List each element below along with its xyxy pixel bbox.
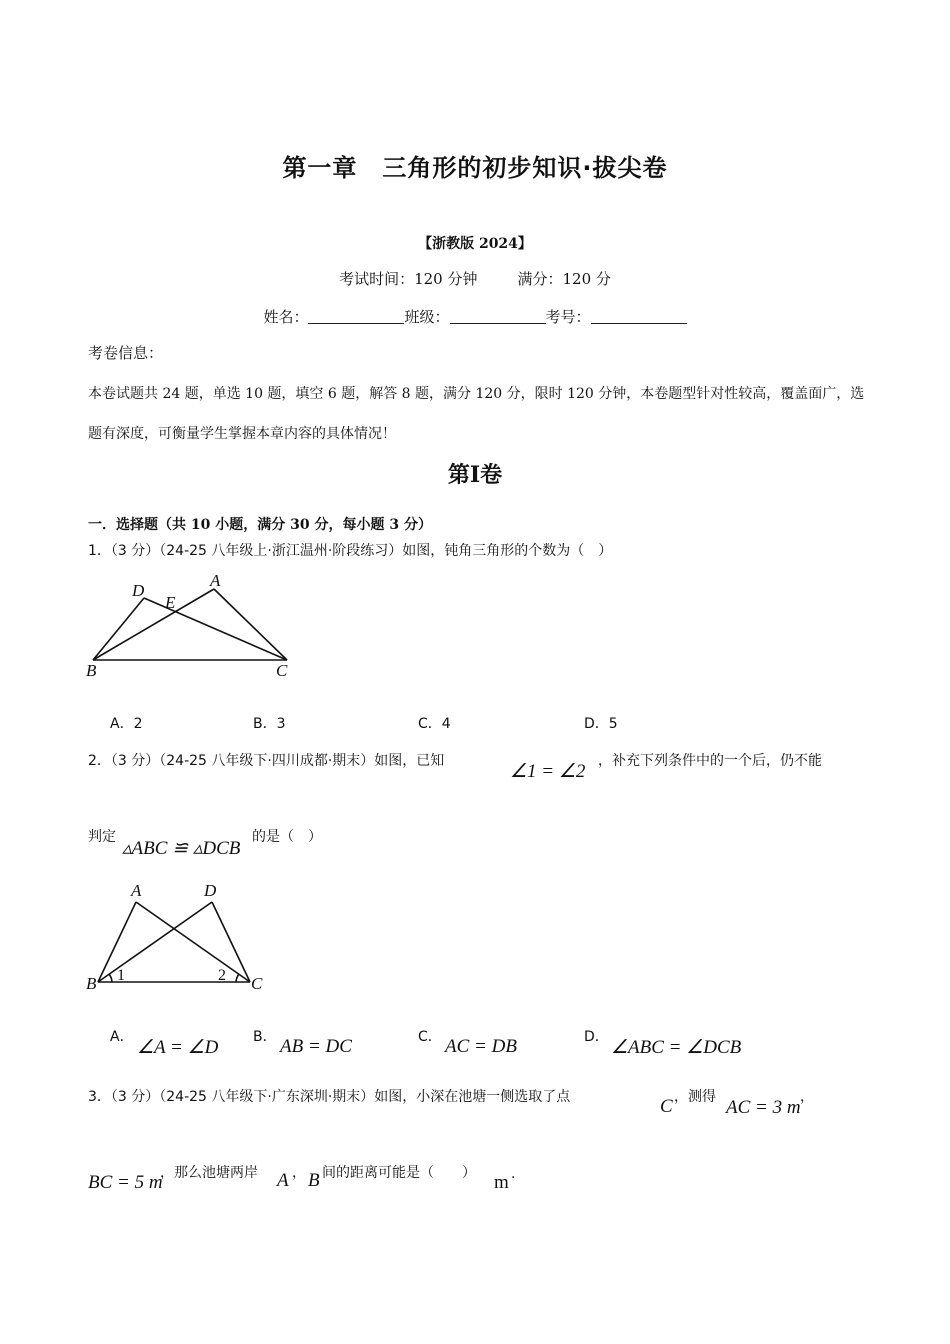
q2-option-b[interactable]: B．: [253, 1029, 277, 1045]
q3-point-b: B: [308, 1170, 320, 1191]
q2-option-c[interactable]: C．: [418, 1029, 442, 1045]
q2-label-a: A: [131, 881, 142, 900]
q1-label-b: B: [86, 661, 97, 680]
question-1-text: 1．（3 分）（24-25 八年级上·浙江温州·阶段练习）如图，钝角三角形的个数为（ ）: [88, 543, 613, 559]
number-label: 考号：: [545, 308, 591, 326]
question-3-text-c: ，那么池塘两岸: [160, 1165, 258, 1181]
q2-segment-ac: [136, 902, 250, 982]
q3-bc-length: BC = 5 m: [88, 1172, 163, 1193]
info-text: 本卷试题共 24 题，单选 10 题，填空 6 题，解答 8 题，满分 120 分，限时 120 分钟，本卷题型针对性较高，覆盖面广，选题有深度，可衡量学生掌握本章内容的具体情况！: [88, 386, 865, 442]
q2-label-b: B: [86, 974, 97, 993]
q1-label-c: C: [276, 661, 288, 680]
q2-option-a[interactable]: A．: [110, 1029, 134, 1045]
q2-label-1: 1: [117, 967, 125, 984]
q1-label-e: E: [165, 593, 176, 612]
q1-option-b[interactable]: B．3: [253, 716, 286, 732]
name-label: 姓名：: [263, 308, 309, 326]
q1-option-a[interactable]: A．2: [110, 716, 143, 732]
q2-option-c-value: AC = DB: [445, 1036, 517, 1057]
q3-comma: ，: [800, 1089, 814, 1105]
question-2-text-a: 2．（3 分）（24-25 八年级下·四川成都·期末）如图，已知: [88, 753, 445, 769]
q2-segment-bd: [98, 902, 212, 982]
q2-label-2: 2: [218, 967, 226, 984]
q3-ac-length: AC = 3 m: [726, 1097, 801, 1118]
q1-label-d: D: [132, 581, 145, 600]
q2-angle-1-arc: [109, 974, 112, 982]
exam-full-score: 满分：120 分: [517, 270, 611, 288]
question-2-text-d: 的是（ ）: [252, 829, 322, 845]
question-3-text-b: ，测得: [674, 1089, 716, 1105]
question-2-text-b: ，补充下列条件中的一个后，仍不能: [598, 753, 822, 769]
info-label: 考卷信息：: [88, 344, 164, 362]
exam-time: 考试时间：120 分钟: [339, 270, 478, 288]
page-title: 第一章 三角形的初步知识·拔尖卷: [282, 154, 668, 182]
q2-label-d: D: [204, 881, 217, 900]
q3-unit: m: [494, 1172, 509, 1193]
q3-point-a: A: [277, 1170, 289, 1191]
q1-option-d[interactable]: D．5: [584, 716, 618, 732]
q2-option-b-value: AB = DC: [280, 1036, 352, 1057]
question-3-text-d: 间的距离可能是（ ）: [322, 1165, 476, 1181]
question-2-text-c: 判定: [88, 829, 116, 845]
q2-option-d-value: ∠ABC = ∠DCB: [611, 1037, 742, 1058]
q2-option-a-value: ∠A = ∠D: [137, 1037, 219, 1058]
q2-label-c: C: [251, 974, 263, 993]
q2-congruence: ▵ABC ≌ ▵DCB: [122, 838, 241, 859]
q2-condition: ∠1 = ∠2: [510, 761, 586, 782]
question-3-text-a: 3．（3 分）（24-25 八年级下·广东深圳·期末）如图，小深在池塘一侧选取了点: [88, 1089, 571, 1105]
q1-label-a: A: [210, 571, 221, 590]
q2-angle-2-arc: [236, 974, 239, 982]
edition-label: 【浙教版 2024】: [418, 236, 532, 252]
volume-heading: 第Ⅰ卷: [447, 462, 503, 488]
q2-option-d[interactable]: D．: [584, 1029, 609, 1045]
class-label: 班级：: [404, 308, 450, 326]
q3-point-c: C: [660, 1096, 673, 1117]
section-heading: 一．选择题（共 10 小题，满分 30 分，每小题 3 分）: [88, 517, 432, 533]
q1-option-c[interactable]: C．4: [418, 716, 451, 732]
q3-end: .: [511, 1166, 516, 1182]
q3-separator: ，: [292, 1165, 306, 1181]
